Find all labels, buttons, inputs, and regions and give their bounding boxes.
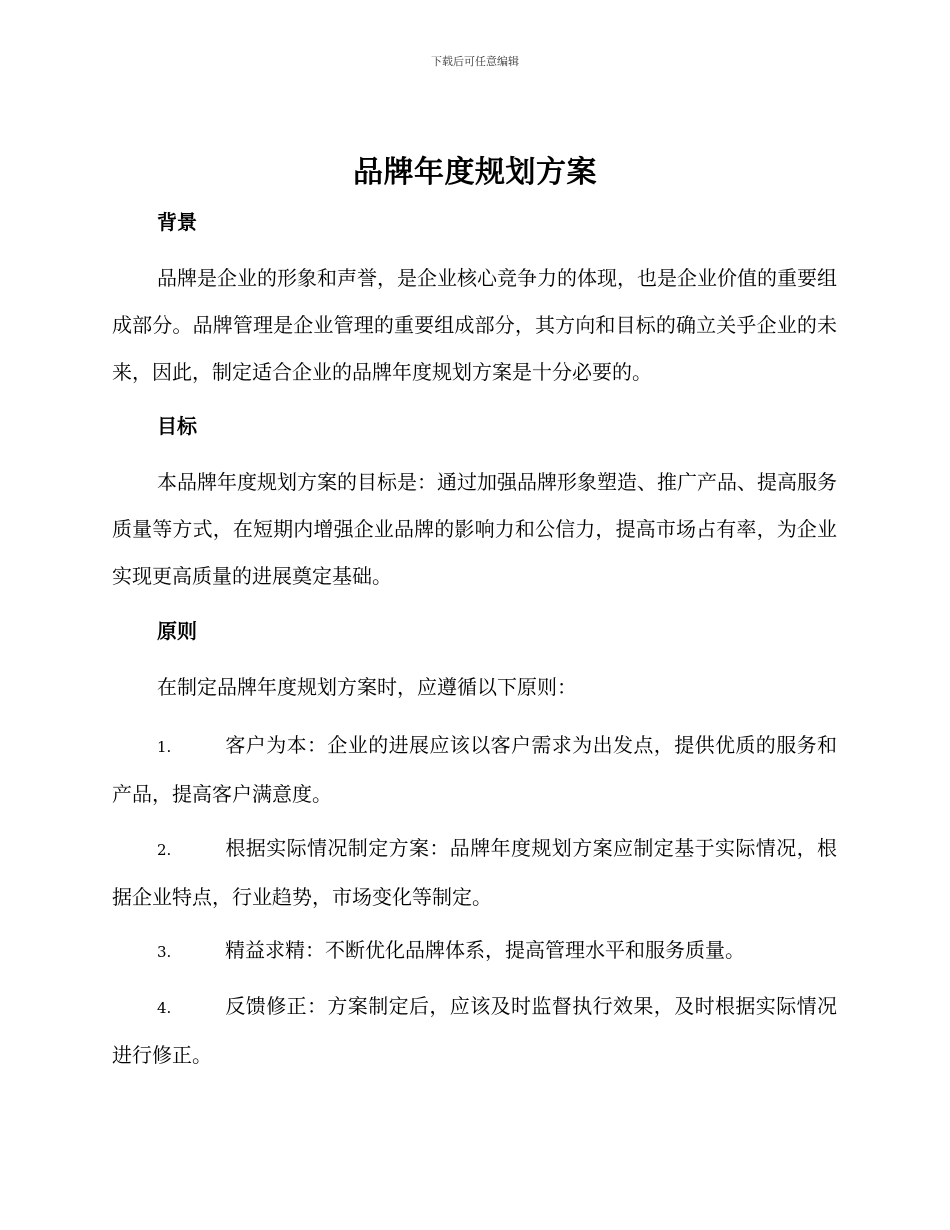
goal-paragraph: 本品牌年度规划方案的目标是：通过加强品牌形象塑造、推广产品、提高服务质量等方式，在短期内增强企业品牌的影响力和公信力，提高市场占有率，为企业实现更高质量的进展奠定基础。 bbox=[112, 470, 837, 588]
list-item-text: 客户为本：企业的进展应该以客户需求为出发点，提供优质的服务和产品，提高客户满意度。 bbox=[112, 733, 837, 806]
list-item-number: 4. bbox=[157, 999, 172, 1017]
principles-intro: 在制定品牌年度规划方案时，应遵循以下原则： bbox=[157, 675, 577, 699]
list-item-text: 反馈修正：方案制定后，应该及时监督执行效果，及时根据实际情况进行修正。 bbox=[112, 994, 837, 1067]
list-item bbox=[112, 825, 837, 921]
section-heading-background: 背景 bbox=[157, 210, 197, 234]
list-item bbox=[112, 927, 837, 976]
section-heading-principles: 原则 bbox=[157, 619, 197, 643]
list-item-number: 1. bbox=[157, 738, 172, 756]
list-item-text: 根据实际情况制定方案：品牌年度规划方案应制定基于实际情况，根据企业特点，行业趋势，市场变化等制定。 bbox=[112, 836, 837, 909]
list-item-text: 精益求精：不断优化品牌体系，提高管理水平和服务质量。 bbox=[225, 938, 745, 962]
page-header-note: 下载后可任意编辑 bbox=[431, 55, 519, 68]
background-paragraph: 品牌是企业的形象和声誉，是企业核心竞争力的体现，也是企业价值的重要组成部分。品牌管理是企业管理的重要组成部分，其方向和目标的确立关乎企业的未来，因此，制定适合企业的品牌年度规划方案是十分必要的。 bbox=[112, 266, 837, 384]
list-item-number: 3. bbox=[157, 943, 172, 961]
list-item bbox=[112, 722, 837, 818]
list-item-number: 2. bbox=[157, 841, 172, 859]
document-title: 品牌年度规划方案 bbox=[353, 155, 597, 190]
list-item bbox=[112, 983, 837, 1079]
section-heading-goal: 目标 bbox=[157, 414, 197, 438]
